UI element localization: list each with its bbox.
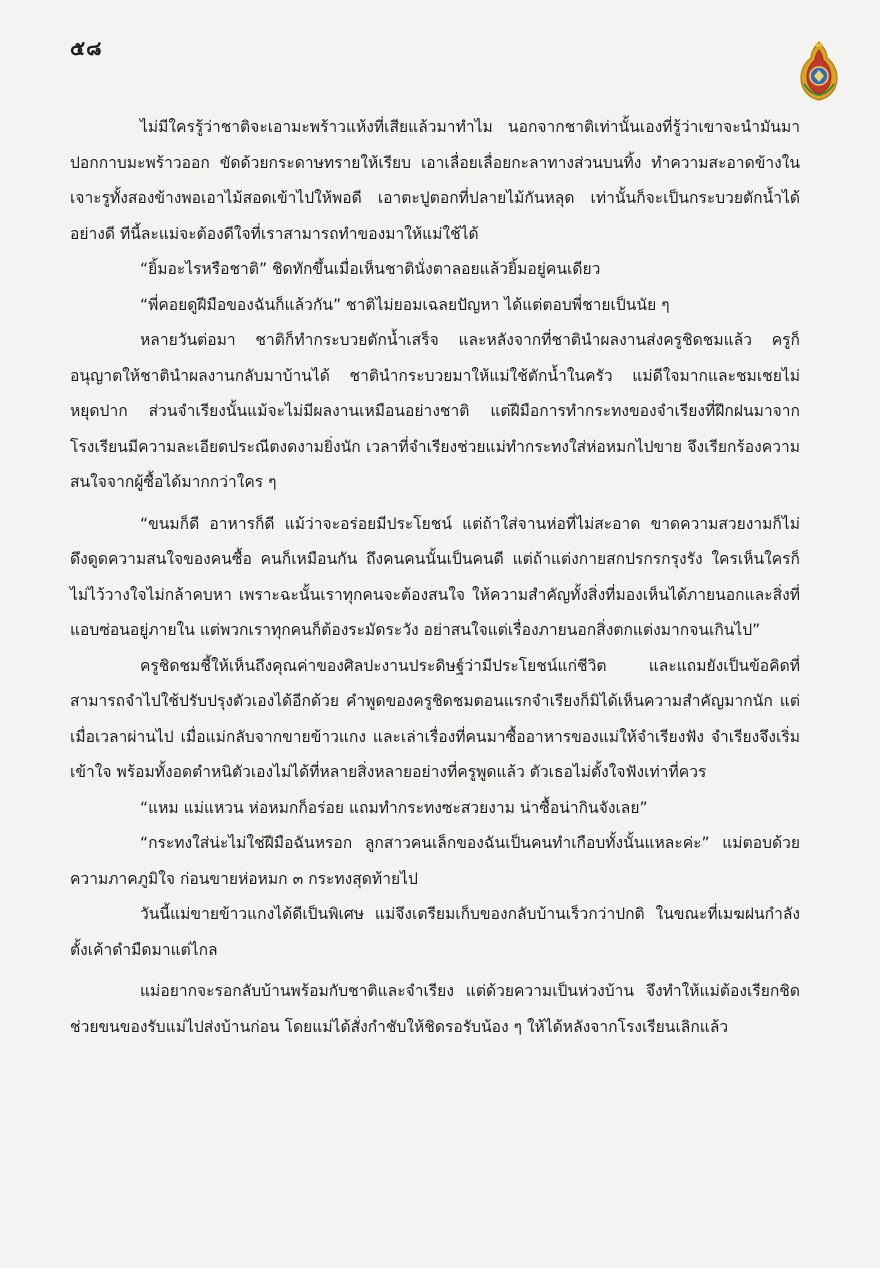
school-emblem-icon [796, 40, 842, 102]
paragraph: วันนี้แม่ขายข้าวแกงได้ดีเป็นพิเศษ แม่จึงเตรียมเก็บของกลับบ้านเร็วกว่าปกติ ในขณะที่เมฆฝนกำลังตั้งเค้าดำมืดมาแต่ไกล [70, 905, 800, 959]
paragraph: ครูชิดชมชี้ให้เห็นถึงคุณค่าของศิลปะงานประดิษฐ์ว่ามีประโยชน์แก่ชีวิต และแถมยังเป็นข้อคิดที่สามารถจำไปใช้ปรับปรุงตัวเองได้อีกด้วย คำพูดของครูชิดชมตอนแรกจำเรียงก็มิได้เห็นความสำคัญมากนัก แต่เมื่อเวลาผ่านไป เมื่อแม่กลับจากขายข้าวแกง และเล่าเรื่องที่คนมาซื้ออาหารของแม่ให้จำเรียงฟัง จำเรียงจึงเริ่มเข้าใจ พร้อมทั้งอดตำหนิตัวเองไม่ได้ที่หลายสิ่งหลายอย่างที่ครูพูดแล้ว ตัวเธอไม่ตั้งใจฟังเท่าที่ควร [70, 656, 800, 781]
paragraph: ไม่มีใครรู้ว่าชาติจะเอามะพร้าวแห้งที่เสียแล้วมาทำไม นอกจากชาติเท่านั้นเองที่รู้ว่าเขาจะนำมันมาปอกกาบมะพร้าวออก ขัดด้วยกระดาษทรายให้เรียบ เอาเลื่อยเลื่อยกะลาทางส่วนบนทิ้ง ทำความสะอาดข้างใน เจาะรูทั้งสองข้างพอเอาไม้สอดเข้าไปให้พอดี เอาตะปูตอกที่ปลายไม้กันหลุด เท่านั้นก็จะเป็นกระบวยตักน้ำได้อย่างดี ทีนี้ละแม่จะต้องดีใจที่เราสามารถทำของมาให้แม่ใช้ได้ [70, 118, 800, 243]
page-number: ๕๘ [70, 36, 103, 60]
paragraph: แม่อยากจะรอกลับบ้านพร้อมกับชาติและจำเรียง แต่ด้วยความเป็นห่วงบ้าน จึงทำให้แม่ต้องเรียกชิดช่วยขนของรับแม่ไปส่งบ้านก่อน โดยแม่ได้สั่งกำชับให้ชิดรอรับน้อง ๆ ให้ได้หลังจากโรงเรียนเลิกแล้ว [70, 982, 800, 1036]
story-text [70, 110, 800, 1045]
paragraph: “ยิ้มอะไรหรือชาติ” ชิดทักขึ้นเมื่อเห็นชาตินั่งตาลอยแล้วยิ้มอยู่คนเดียว [140, 260, 601, 278]
paragraph: หลายวันต่อมา ชาติก็ทำกระบวยตักน้ำเสร็จ และหลังจากที่ชาตินำผลงานส่งครูชิดชมแล้ว ครูก็อนุญาตให้ชาตินำผลงานกลับมาบ้านได้ ชาตินำกระบวยมาให้แม่ใช้ตักน้ำในครัว แม่ดีใจมากและชมเชยไม่หยุดปาก ส่วนจำเรียงนั้นแม้จะไม่มีผลงานเหมือนอย่างชาติ แต่ฝีมือการทำกระทงของจำเรียงที่ฝึกฝนมาจากโรงเรียนมีความละเอียดประณีตงดงามยิ่งนัก เวลาที่จำเรียงช่วยแม่ทำกระทงใส่ห่อหมกไปขาย จึงเรียกร้องความสนใจจากผู้ซื้อได้มากกว่าใคร ๆ [70, 331, 800, 491]
paragraph: “ขนมก็ดี อาหารก็ดี แม้ว่าจะอร่อยมีประโยชน์ แต่ถ้าใส่จานห่อที่ไม่สะอาด ขาดความสวยงามก็ไม่ดึงดูดความสนใจของคนซื้อ คนก็เหมือนกัน ถึงคนคนนั้นเป็นคนดี แต่ถ้าแต่งกายสกปรกรกรุงรัง ใครเห็นใครก็ไม่ไว้วางใจไม่กล้าคบหา เพราะฉะนั้นเราทุกคนจะต้องสนใจ ให้ความสำคัญทั้งสิ่งที่มองเห็นได้ภายนอกและสิ่งที่แอบซ่อนอยู่ภายใน แต่พวกเราทุกคนก็ต้องระมัดระวัง อย่าสนใจแต่เรื่องภายนอกสิ่งตกแต่งมากจนเกินไป” [70, 514, 800, 639]
paragraph: “แหม แม่แหวน ห่อหมกก็อร่อย แถมทำกระทงซะสวยงาม น่าซื้อน่ากินจังเลย” [140, 798, 648, 817]
paragraph: “พี่คอยดูฝีมือของฉันก็แล้วกัน” ชาติไม่ยอมเฉลยปัญหา ได้แต่ตอบพี่ชายเป็นนัย ๆ [140, 295, 670, 314]
paragraph: “กระทงใส่น่ะไม่ใช่ฝีมือฉันหรอก ลูกสาวคนเล็กของฉันเป็นคนทำเกือบทั้งนั้นแหละค่ะ” แม่ตอบด้วยความภาคภูมิใจ ก่อนขายห่อหมก ๓ กระทงสุดท้ายไป [70, 834, 800, 888]
